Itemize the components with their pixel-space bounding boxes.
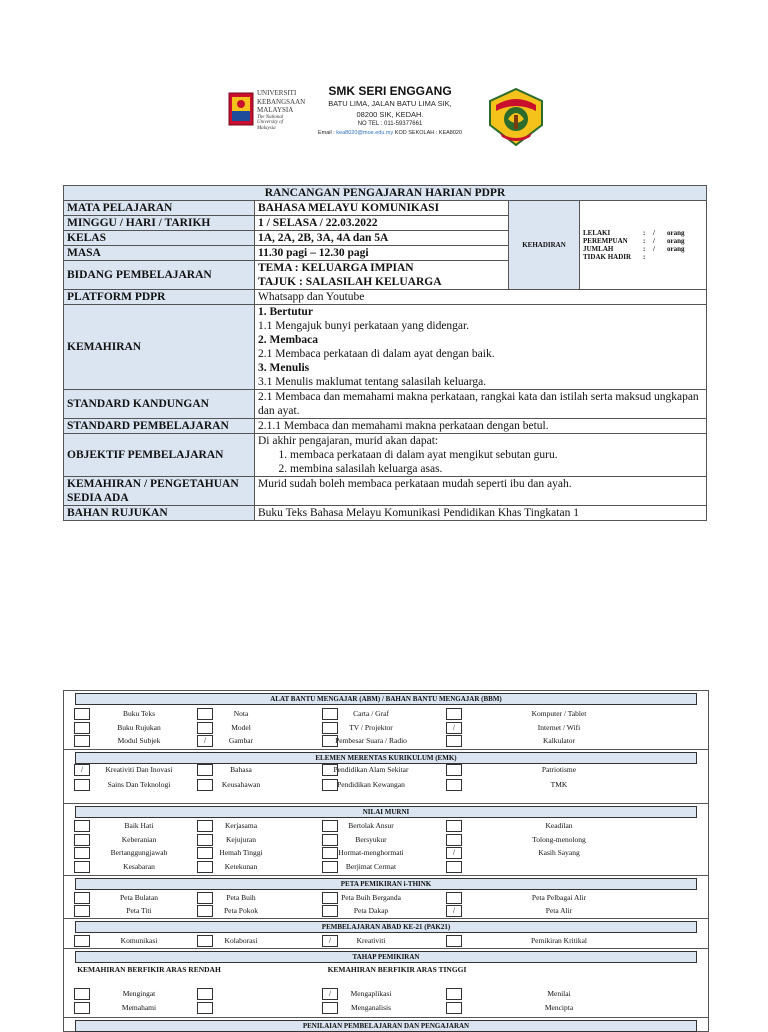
divider	[64, 1017, 708, 1018]
kehadiran-sep: :	[643, 245, 646, 253]
sedia-ada-value: Murid sudah boleh membaca perkataan mudah seperti ibu dan ayah.	[255, 477, 707, 506]
tahap-title: TAHAP PEMIKIRAN	[75, 951, 697, 963]
kemahiran-label: KEMAHIRAN	[64, 305, 255, 390]
checklist-label: Kasih Sayang	[538, 848, 580, 857]
checklist-label: Baik Hati	[124, 821, 154, 830]
checklist-label: Peta Dakap	[353, 906, 389, 915]
checklist-panel	[63, 690, 709, 1032]
checkbox[interactable]: /	[446, 905, 462, 917]
checkbox[interactable]: /	[197, 735, 213, 747]
ukm-subtitle: The National University of Malaysia	[257, 114, 284, 131]
checklist-label: Peta Buih Berganda	[341, 893, 401, 902]
divider	[64, 948, 708, 949]
checkbox[interactable]: /	[74, 764, 90, 776]
checkbox[interactable]: /	[446, 847, 462, 859]
checklist-label: Keusahawan	[221, 780, 261, 789]
checklist-label: Peta Buih	[226, 893, 256, 902]
nilai-title: NILAI MURNI	[75, 806, 697, 818]
checklist-label: Sains Dan Teknologi	[107, 780, 171, 789]
divider	[64, 803, 708, 804]
kehadiran-unit: orang	[667, 237, 685, 245]
ukm-name-line: UNIVERSITI	[257, 89, 297, 97]
masa-label: MASA	[64, 246, 255, 261]
checklist-label: Bahasa	[230, 765, 252, 774]
kehadiran-row	[583, 253, 703, 261]
kehadiran-row-label: JUMLAH	[583, 245, 614, 253]
checklist-label: Buku Rujukan	[117, 722, 161, 732]
checklist-label: Hormat-menghormati	[338, 848, 404, 857]
school-letterhead	[300, 84, 480, 137]
objektif-label: OBJEKTIF PEMBELAJARAN	[64, 434, 255, 477]
school-name: SMK SERI ENGGANG	[328, 84, 452, 98]
divider	[64, 875, 708, 876]
kemahiran-head: 1. Bertutur	[258, 306, 313, 318]
checklist-label: TMK	[550, 780, 568, 789]
objektif-intro: Di akhir pengajaran, murid akan dapat:	[258, 435, 439, 447]
checklist-label: Hemah Tinggi	[219, 848, 263, 857]
kehadiran-value: /	[653, 237, 655, 245]
divider	[64, 918, 708, 919]
kemahiran-item: 1.1 Mengajuk bunyi perkataan yang didengar.	[258, 320, 470, 332]
plan-title: RANCANGAN PENGAJARAN HARIAN PDPR	[64, 186, 707, 201]
kehadiran-value: /	[653, 245, 655, 253]
checkbox[interactable]	[446, 861, 462, 873]
checklist-label: Memahami	[121, 1003, 157, 1012]
checklist-label: Tolong-menolong	[532, 834, 586, 844]
objektif-item: 1. membaca perkataan di dalam ayat mengikut sebutan guru.	[290, 448, 703, 462]
checklist-label: Kerjasama	[224, 821, 258, 830]
tahap-rendah-label: KEMAHIRAN BERFIKIR ARAS RENDAH	[77, 965, 221, 974]
checklist-label: Pemikiran Kritikal	[530, 936, 588, 945]
checklist-label: Peta Pokok	[224, 906, 258, 915]
checklist-label: Keadilan	[545, 821, 573, 830]
checklist-label: Modul Subjek	[117, 736, 161, 745]
kemahiran-head: 2. Membaca	[258, 334, 319, 346]
checklist-label: Peta Pelbagai Alir	[531, 893, 587, 902]
checklist-label: Kolaborasi	[224, 936, 258, 945]
checklist-label: Buku Teks	[122, 709, 156, 718]
checklist-label: Pendidikan Alam Sekitar	[333, 765, 409, 774]
kemahiran-item: 3.1 Menulis maklumat tentang salasilah keluarga.	[258, 376, 487, 388]
checkbox[interactable]: /	[322, 935, 338, 947]
school-address-2: 08200 SIK, KEDAH.	[356, 110, 424, 119]
checklist-label: Kreativiti Dan Inovasi	[105, 765, 173, 774]
checklist-label: Komputer / Tablet	[531, 709, 587, 718]
kehadiran-unit: orang	[667, 229, 685, 237]
checklist-label: Patriotisme	[541, 765, 577, 774]
divider	[64, 749, 708, 750]
ithink-title: PETA PEMIKIRAN i-THINK	[75, 878, 697, 890]
kehadiran-row	[583, 229, 703, 237]
penilaian-title: PENILAIAN PEMBELAJARAN DAN PENGAJARAN	[75, 1020, 697, 1032]
kemahiran-head: 3. Menulis	[258, 362, 310, 374]
kehadiran-row	[583, 245, 703, 253]
checklist-label: Menganalisis	[351, 1003, 391, 1012]
platform-value: Whatsapp dan Youtube	[255, 290, 707, 305]
checklist-label: Kesabaran	[123, 861, 155, 871]
kelas-label: KELAS	[64, 231, 255, 246]
checklist-label: Bertolak Ansur	[348, 821, 394, 830]
objektif-value	[255, 434, 707, 477]
checklist-label: Gambar	[228, 736, 254, 745]
checklist-label: Peta Titi	[126, 906, 152, 915]
kehadiran-label: KEHADIRAN	[509, 201, 580, 290]
kehadiran-value: /	[653, 229, 655, 237]
checklist-label: Menilai	[547, 989, 571, 998]
rujukan-value: Buku Teks Bahasa Melayu Komunikasi Pendidikan Khas Tingkatan 1	[255, 506, 707, 521]
school-address-1: BATU LIMA, JALAN BATU LIMA SIK,	[328, 99, 452, 108]
checklist-label: Carta / Graf	[353, 709, 389, 718]
checklist-label: Model	[231, 722, 251, 732]
mata-pelajaran-value: BAHASA MELAYU KOMUNIKASI	[255, 201, 509, 216]
checklist-label: Kreativiti	[356, 936, 386, 945]
checklist-label: Internet / Wifi	[537, 722, 581, 732]
masa-value: 11.30 pagi – 12.30 pagi	[255, 246, 509, 261]
kod-sekolah: KOD SEKOLAH : KEA8020	[394, 130, 463, 136]
tema: TEMA : KELUARGA IMPIAN	[258, 262, 414, 274]
checklist-label: Berjimat Cermat	[345, 861, 397, 871]
checkbox[interactable]	[197, 1002, 213, 1014]
emk-title: ELEMEN MERENTAS KURIKULUM (EMK)	[75, 752, 697, 764]
standard-kandungan-label: STANDARD KANDUNGAN	[64, 390, 255, 419]
mata-pelajaran-label: MATA PELAJARAN	[64, 201, 255, 216]
checkbox[interactable]	[197, 988, 213, 1000]
kehadiran-row-label: TIDAK HADIR	[583, 253, 632, 261]
standard-pembelajaran-value: 2.1.1 Membaca dan memahami makna perkataan dengan betul.	[255, 419, 707, 434]
checklist-label: Peta Bulatan	[119, 893, 159, 902]
objektif-list	[258, 448, 703, 476]
tajuk: TAJUK : SALASILAH KELUARGA	[258, 276, 442, 288]
school-email-line	[300, 129, 480, 137]
ukm-name-line: KEBANGSAAN	[257, 97, 306, 106]
checklist-label: Nota	[233, 709, 249, 718]
bidang-label: BIDANG PEMBELAJARAN	[64, 261, 255, 290]
standard-pembelajaran-label: STANDARD PEMBELAJARAN	[64, 419, 255, 434]
kehadiran-row-label: LELAKI	[583, 229, 611, 237]
sedia-ada-label: KEMAHIRAN / PENGETAHUAN SEDIA ADA	[64, 477, 255, 506]
email-link[interactable]: kea8020@moe.edu.my	[336, 130, 394, 136]
minggu-label: MINGGU / HARI / TARIKH	[64, 216, 255, 231]
checklist-label: Bertanggungjawab	[110, 848, 168, 857]
school-crest-icon	[486, 87, 546, 147]
tahap-tinggi-label: KEMAHIRAN BERFIKIR ARAS TINGGI	[327, 965, 467, 974]
minggu-value: 1 / SELASA / 22.03.2022	[255, 216, 509, 231]
checklist-label: Mencipta	[544, 1003, 574, 1012]
kemahiran-value	[255, 305, 707, 390]
checkbox[interactable]: /	[446, 722, 462, 734]
checklist-label: Keberanian	[121, 834, 157, 844]
checklist-label: Mengingat	[122, 989, 156, 998]
email-label: Email :	[317, 130, 335, 136]
school-tel: NO TEL : 011-59377661	[357, 121, 423, 127]
rujukan-label: BAHAN RUJUKAN	[64, 506, 255, 521]
bidang-value	[255, 261, 509, 290]
objektif-item: 2. membina salasilah keluarga asas.	[290, 462, 703, 476]
kehadiran-sep: :	[643, 229, 646, 237]
kehadiran-sep: :	[643, 237, 646, 245]
checkbox[interactable]: /	[322, 988, 338, 1000]
checklist-label: Peta Alir	[545, 906, 573, 915]
checklist-label: Kalkulator	[542, 736, 576, 745]
checklist-label: Ketekunan	[224, 861, 258, 871]
lesson-plan-table	[63, 185, 707, 521]
ukm-logo	[228, 92, 254, 126]
abm-title: ALAT BANTU MENGAJAR (ABM) / BAHAN BANTU MENGAJAR (BBM)	[75, 693, 697, 705]
ukm-name-line: MALAYSIA	[257, 106, 294, 114]
checklist-label: Bersyukur	[355, 834, 387, 844]
checklist-label: Komunikasi	[120, 936, 158, 945]
ukm-wordmark	[257, 89, 305, 131]
pak21-title: PEMBELAJARAN ABAD KE-21 (PAK21)	[75, 921, 697, 933]
kehadiran-sep: :	[643, 253, 646, 261]
checklist-label: TV / Projektor	[349, 722, 393, 732]
checklist-label: Pembesar Suara / Radio	[335, 736, 407, 745]
checklist-label: Kejujuran	[226, 834, 256, 844]
kehadiran-values	[580, 201, 707, 290]
checklist-label: Pendidikan Kewangan	[337, 780, 405, 789]
kehadiran-row-label: PEREMPUAN	[583, 237, 628, 245]
platform-label: PLATFORM PDPR	[64, 290, 255, 305]
kemahiran-item: 2.1 Membaca perkataan di dalam ayat dengan baik.	[258, 348, 495, 360]
kelas-value: 1A, 2A, 2B, 3A, 4A dan 5A	[255, 231, 509, 246]
kehadiran-unit: orang	[667, 245, 685, 253]
kehadiran-row	[583, 237, 703, 245]
checklist-label: Mengaplikasi	[350, 989, 392, 998]
standard-kandungan-value: 2.1 Membaca dan memahami makna perkataan, rangkai kata dan istilah serta maksud ungkapan dan ayat.	[255, 390, 707, 419]
